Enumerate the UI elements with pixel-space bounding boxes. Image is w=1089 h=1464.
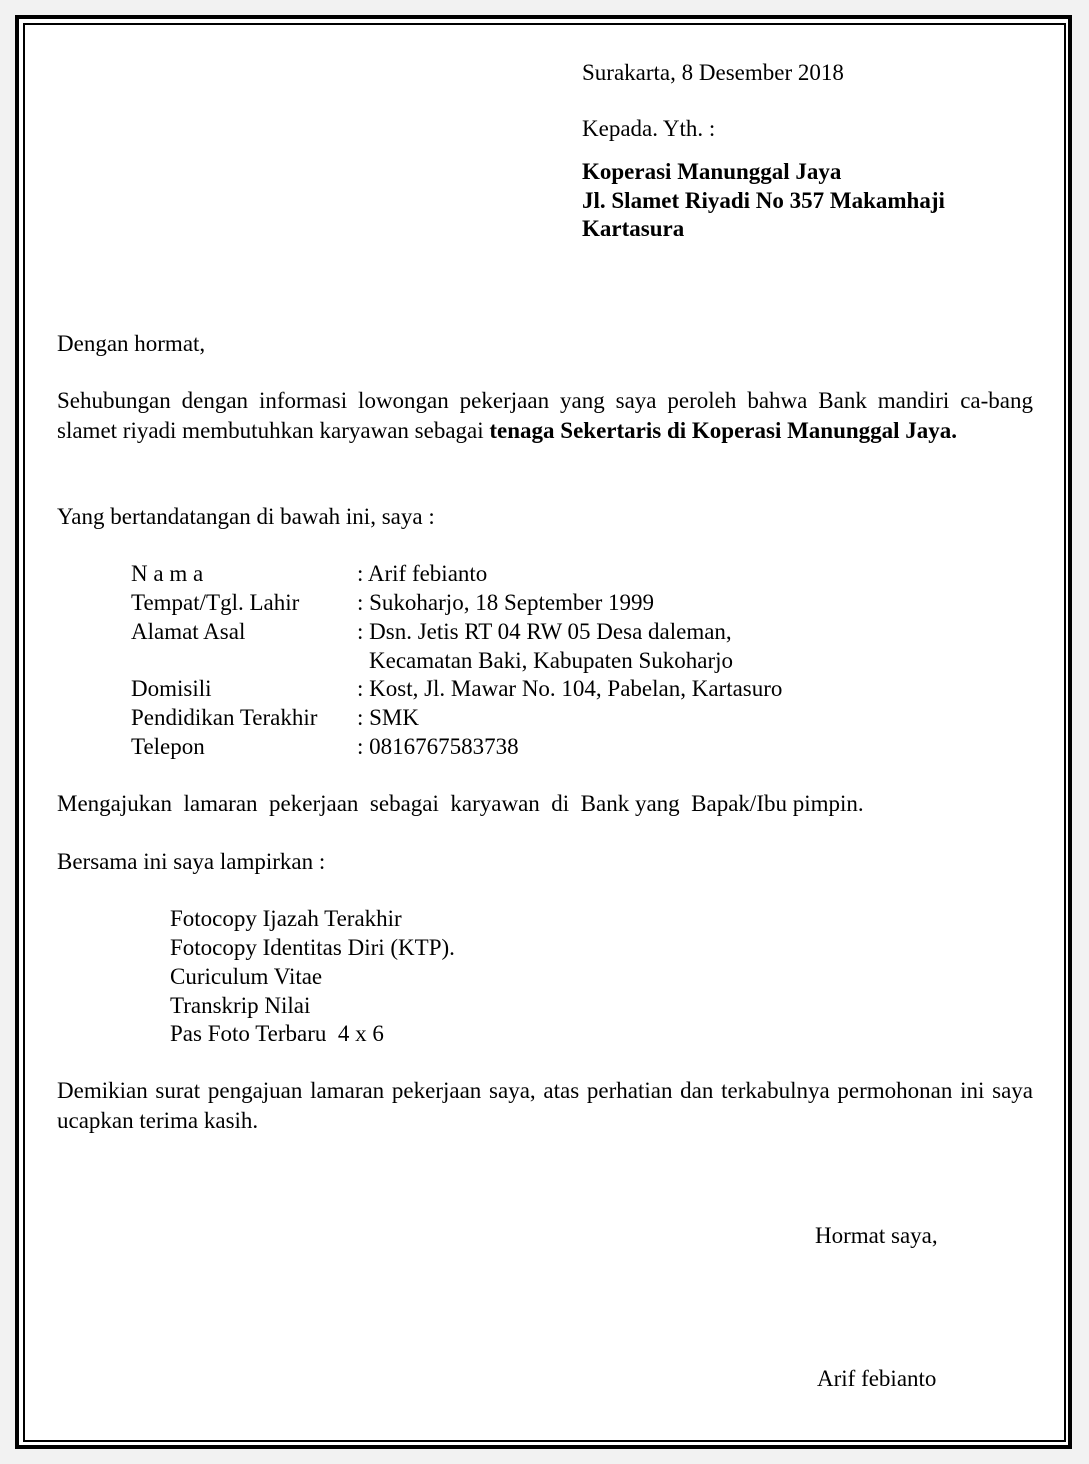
recipient-name: Koperasi Manunggal Jaya: [582, 159, 842, 184]
attachment-item: Fotocopy Ijazah Terakhir: [170, 906, 402, 931]
identity-value-birth: : Sukoharjo, 18 September 1999: [357, 590, 655, 615]
undersigned-line: Yang bertandatangan di bawah ini, saya :: [57, 504, 435, 529]
recipient-label: Kepada. Yth. :: [582, 116, 716, 141]
identity-label-phone: Telepon: [131, 734, 205, 759]
application-statement: Mengajukan lamaran pekerjaan sebagai karyawan di Bank yang Bapak/Ibu pimpin.: [57, 791, 864, 816]
attachment-item: Fotocopy Identitas Diri (KTP).: [170, 935, 455, 960]
intro-text: Sehubungan dengan informasi lowongan pekerjaan yang saya peroleh bahwa Bank mandiri ca-bang slamet riyadi membutuhkan karyawan sebagai: [57, 388, 1033, 443]
identity-value-name: : Arif febianto: [357, 561, 488, 586]
identity-value-address: : Dsn. Jetis RT 04 RW 05 Desa daleman,: [357, 619, 732, 644]
identity-label-domicile: Domisili: [131, 676, 212, 701]
intro-position: tenaga Sekertaris di Koperasi Manunggal Jaya.: [489, 417, 958, 443]
attachments-label: Bersama ini saya lampirkan :: [57, 849, 326, 874]
closing-paragraph: Demikian surat pengajuan lamaran pekerjaan saya, atas perhatian dan terkabulnya permohonan ini saya ucapkan terima kasih.: [57, 1078, 1033, 1133]
identity-label-education: Pendidikan Terakhir: [131, 705, 318, 730]
attachment-item: Pas Foto Terbaru 4 x 6: [170, 1021, 384, 1046]
recipient-address: Jl. Slamet Riyadi No 357 Makamhaji: [582, 188, 945, 213]
identity-label-name: N a m a: [131, 561, 204, 586]
identity-label-birth: Tempat/Tgl. Lahir: [131, 590, 300, 615]
signature-name: Arif febianto: [817, 1366, 937, 1391]
salutation: Dengan hormat,: [57, 331, 206, 356]
place-date: Surakarta, 8 Desember 2018: [582, 60, 844, 85]
identity-value-phone: : 0816767583738: [357, 734, 519, 759]
identity-label-address: Alamat Asal: [131, 619, 246, 644]
identity-value-address-cont: Kecamatan Baki, Kabupaten Sukoharjo: [369, 648, 734, 673]
attachment-item: Transkrip Nilai: [170, 993, 311, 1018]
intro-paragraph: [57, 386, 1033, 445]
regards: Hormat saya,: [815, 1223, 938, 1248]
identity-value-education: : SMK: [357, 705, 419, 730]
attachment-item: Curiculum Vitae: [170, 964, 323, 989]
recipient-city: Kartasura: [582, 216, 685, 241]
identity-value-domicile: : Kost, Jl. Mawar No. 104, Pabelan, Kartasuro: [357, 676, 783, 701]
